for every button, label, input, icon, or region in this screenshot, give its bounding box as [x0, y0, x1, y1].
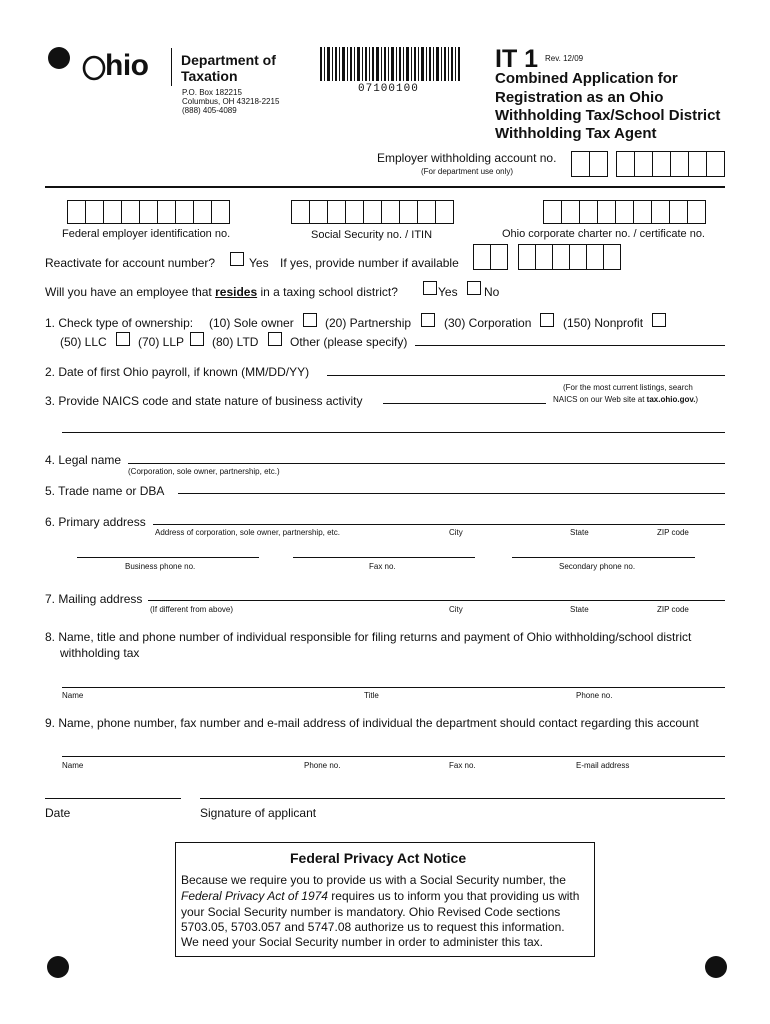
q6-secondary-phone-line[interactable] — [512, 557, 695, 558]
logo-divider — [171, 48, 172, 86]
date-input-line[interactable] — [45, 798, 181, 799]
q5-label: 5. Trade name or DBA — [45, 484, 165, 498]
form-id: IT 1 — [495, 45, 539, 73]
q1-nonprofit-checkbox[interactable] — [652, 313, 666, 327]
resides-no-label: No — [484, 285, 500, 299]
ohio-logo-text-visible: hio — [105, 49, 149, 82]
date-label: Date — [45, 806, 71, 820]
signature-label: Signature of applicant — [200, 806, 317, 820]
q3-note-post: ) — [695, 395, 699, 404]
privacy-line4: 5703.05, 5703.057 and 5747.08 authorize us to request this information. — [181, 920, 565, 934]
resides-yes-label: Yes — [438, 285, 458, 299]
q2-input-line[interactable] — [327, 375, 725, 376]
q1-llp-label: (70) LLP — [138, 335, 185, 349]
q1-partnership-checkbox[interactable] — [421, 313, 435, 327]
q6-business-phone-line[interactable] — [77, 557, 259, 558]
q2-label: 2. Date of first Ohio payroll, if known (MM/DD/YY) — [45, 365, 310, 379]
privacy-line3: your Social Security number is mandatory. Ohio Revised Code sections — [181, 905, 561, 919]
q6-sub-city: City — [449, 528, 463, 537]
q6-business-phone-label: Business phone no. — [125, 562, 196, 571]
q1-llc-checkbox[interactable] — [116, 332, 130, 346]
form-title-line1: Combined Application for — [495, 70, 678, 87]
q6-sub-state: State — [570, 528, 589, 537]
resides-question-before: Will you have an employee that — [45, 285, 216, 299]
registration-mark-bottom-left — [47, 956, 69, 978]
form-title-line3: Withholding Tax/School District — [495, 107, 721, 124]
q9-label: 9. Name, phone number, fax number and e-mail address of individual the department should contact regarding this account — [45, 716, 699, 730]
q1-ltd-label: (80) LTD — [212, 335, 259, 349]
charter-label: Ohio corporate charter no. / certificate no. — [502, 228, 705, 240]
q1-corporation-checkbox[interactable] — [540, 313, 554, 327]
q9-sub-email: E-mail address — [576, 761, 630, 770]
q1-ltd-checkbox[interactable] — [268, 332, 282, 346]
q6-fax-label: Fax no. — [369, 562, 396, 571]
q7-sub-city: City — [449, 605, 463, 614]
q8-sub-title: Title — [364, 691, 379, 700]
q3-note-pre: NAICS on our Web site at — [553, 395, 647, 404]
q1-corporation-label: (30) Corporation — [444, 316, 532, 330]
q6-secondary-phone-label: Secondary phone no. — [559, 562, 636, 571]
q6-address-line[interactable] — [153, 524, 725, 525]
employer-account-label: Employer withholding account no. — [377, 151, 557, 165]
resides-question-after: in a taxing school district? — [257, 285, 398, 299]
reactivate-if-yes: If yes, provide number if available — [280, 256, 459, 270]
reactivate-account-boxes-b[interactable] — [518, 244, 621, 270]
q8-sub-name: Name — [62, 691, 84, 700]
barcode-number: 07100100 — [358, 83, 419, 95]
q9-sub-name: Name — [62, 761, 84, 770]
q6-sub-zip: ZIP code — [657, 528, 689, 537]
employer-account-boxes-b[interactable] — [616, 151, 725, 177]
q3-note-line1: (For the most current listings, search — [563, 383, 693, 392]
department-phone: (888) 405-4089 — [182, 106, 237, 115]
q6-label: 6. Primary address — [45, 515, 146, 529]
resides-no-checkbox[interactable] — [467, 281, 481, 295]
header-rule — [45, 186, 725, 188]
q8-line1: 8. Name, title and phone number of individual responsible for filing returns and payment of Ohio withholding/school district — [45, 630, 692, 644]
q9-sub-fax: Fax no. — [449, 761, 476, 770]
privacy-line2-rest: requires us to inform you that providing us with — [327, 889, 580, 903]
ssn-boxes[interactable] — [291, 200, 454, 224]
address-line2: Columbus, OH 43218-2215 — [182, 97, 280, 106]
fein-boxes[interactable] — [67, 200, 230, 224]
q7-sub-diff: (If different from above) — [150, 605, 233, 614]
privacy-line1: Because we require you to provide us with a Social Security number, the — [181, 873, 566, 887]
q1-llc-label: (50) LLC — [60, 335, 107, 349]
reactivate-yes-checkbox[interactable] — [230, 252, 244, 266]
q1-partnership-label: (20) Partnership — [325, 316, 412, 330]
q4-input-line[interactable] — [128, 463, 725, 464]
privacy-act-name: Federal Privacy Act of 1974 — [181, 889, 328, 903]
q3-second-line[interactable] — [62, 432, 725, 433]
q4-label: 4. Legal name — [45, 453, 122, 467]
q7-address-line[interactable] — [148, 600, 725, 601]
q1-other-input-line[interactable] — [415, 345, 725, 346]
department-line2: Taxation — [181, 68, 238, 84]
barcode — [320, 47, 460, 81]
ssn-label: Social Security no. / ITIN — [311, 229, 433, 241]
q9-sub-phone: Phone no. — [304, 761, 341, 770]
q1-label: 1. Check type of ownership: — [45, 316, 194, 330]
department-use-note: (For department use only) — [421, 167, 514, 176]
q8-sub-phone: Phone no. — [576, 691, 613, 700]
fein-label: Federal employer identification no. — [62, 228, 231, 240]
ohio-logo — [82, 49, 162, 85]
privacy-line5: We need your Social Security number in order to administer this tax. — [181, 935, 543, 949]
form-title-line2: Registration as an Ohio — [495, 89, 664, 106]
q6-sub-address: Address of corporation, sole owner, partnership, etc. — [155, 528, 340, 537]
registration-mark-bottom-right — [705, 956, 727, 978]
q1-other-label: Other (please specify) — [290, 335, 408, 349]
signature-input-line[interactable] — [200, 798, 725, 799]
form-title-line4: Withholding Tax Agent — [495, 125, 657, 142]
q7-label: 7. Mailing address — [45, 592, 143, 606]
q6-fax-line[interactable] — [293, 557, 475, 558]
q1-sole-checkbox[interactable] — [303, 313, 317, 327]
employer-account-boxes-a[interactable] — [571, 151, 608, 177]
registration-mark-top-left — [48, 47, 70, 69]
resides-emphasis: resides — [215, 285, 258, 299]
charter-boxes[interactable] — [543, 200, 706, 224]
department-line1: Department of — [181, 52, 276, 68]
q7-sub-state: State — [570, 605, 589, 614]
privacy-notice-title: Federal Privacy Act Notice — [290, 850, 467, 866]
q3-note-link: tax.ohio.gov. — [646, 395, 696, 404]
q9-input-line[interactable] — [62, 756, 725, 757]
reactivate-question: Reactivate for account number? — [45, 256, 216, 270]
q1-llp-checkbox[interactable] — [190, 332, 204, 346]
q1-sole-label: (10) Sole owner — [209, 316, 294, 330]
q7-sub-zip: ZIP code — [657, 605, 689, 614]
q3-input-line[interactable] — [383, 403, 546, 404]
resides-yes-checkbox[interactable] — [423, 281, 437, 295]
q8-line2: withholding tax — [60, 646, 140, 660]
q8-input-line[interactable] — [62, 687, 725, 688]
resides-question — [45, 285, 398, 299]
q3-note-line2 — [553, 395, 698, 404]
q3-label: 3. Provide NAICS code and state nature of business activity — [45, 394, 363, 408]
privacy-line2 — [181, 889, 579, 903]
q4-sub: (Corporation, sole owner, partnership, etc.) — [128, 467, 280, 476]
q1-nonprofit-label: (150) Nonprofit — [563, 316, 644, 330]
form-revision: Rev. 12/09 — [545, 54, 584, 63]
reactivate-account-boxes-a[interactable] — [473, 244, 508, 270]
q5-input-line[interactable] — [178, 493, 725, 494]
reactivate-yes-label: Yes — [249, 256, 269, 270]
address-line1: P.O. Box 182215 — [182, 88, 242, 97]
